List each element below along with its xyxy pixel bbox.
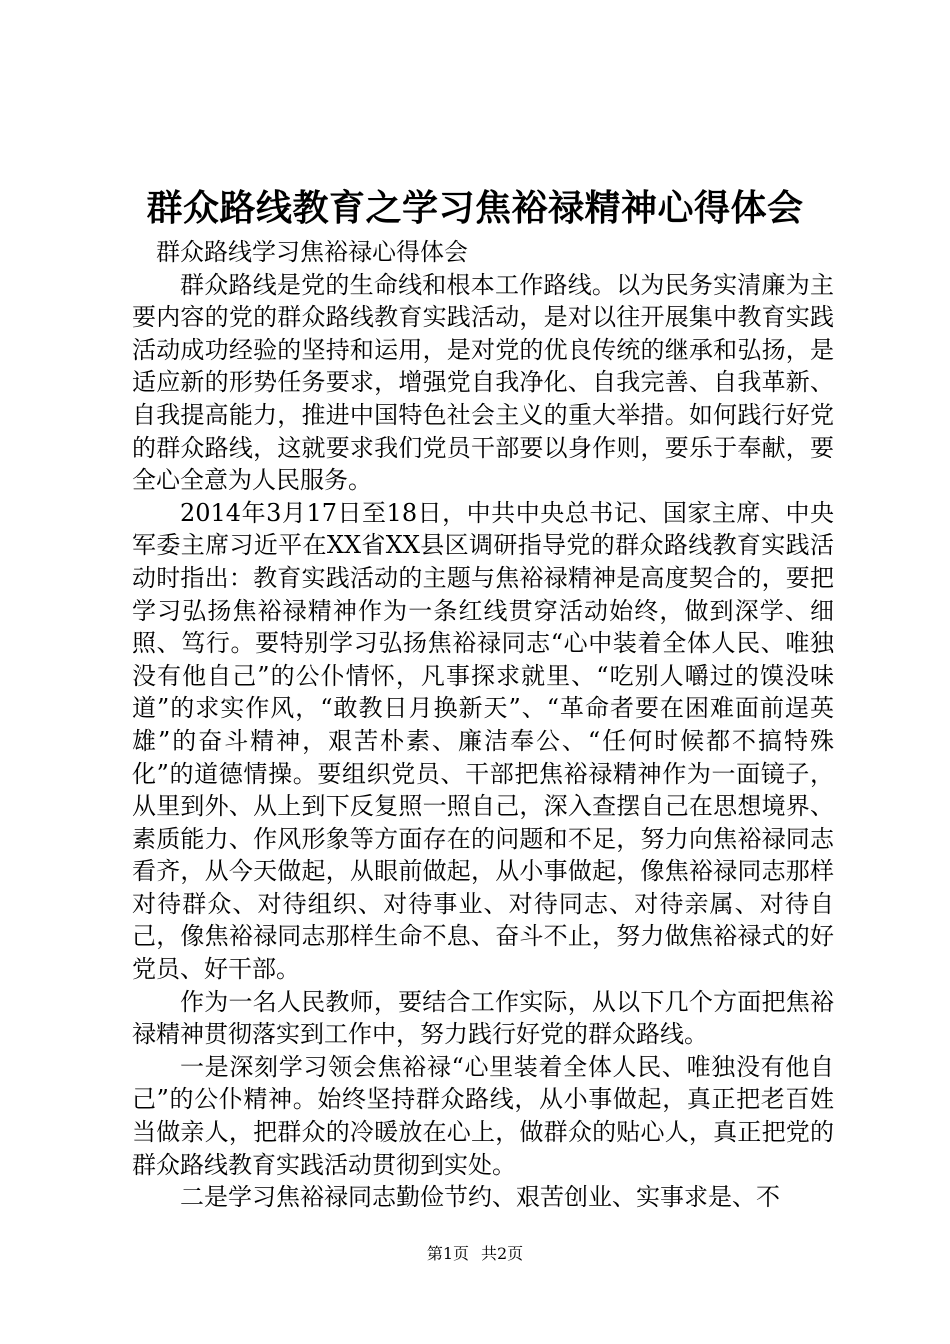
document-subtitle: 群众路线学习焦裕禄心得体会 [156, 238, 468, 266]
page-number-current: 第1页 [426, 1244, 469, 1263]
paragraph: 群众路线是党的生命线和根本工作路线。以为民务实清廉为主要内容的党的群众路线教育实践活动，是对以往开展集中教育实践活动成功经验的坚持和运用，是对党的优良传统的继承和弘扬，是适应新的形势任务要求，增强党自我净化、自我完善、自我革新、自我提高能力，推进中国特色社会主义的重大举措。如何践行好党的群众路线，这就要求我们党员干部要以身作则，要乐于奉献，要全心全意为人民服务。 [132, 270, 834, 495]
paragraph: 作为一名人民教师，要结合工作实际，从以下几个方面把焦裕禄精神贯彻落实到工作中，努力践行好党的群众路线。 [132, 987, 834, 1049]
paragraph: 2014年3月17日至18日，中共中央总书记、国家主席、中央军委主席习近平在XX省XX县区调研指导党的群众路线教育实践活动时指出：教育实践活动的主题与焦裕禄精神是高度契合的，要把学习弘扬焦裕禄精神作为一条红线贯穿活动始终，做到深学、细照、笃行。要特别学习弘扬焦裕禄同志“心中装着全体人民、唯独没有他自己”的公仆情怀，凡事探求就里、“吃别人嚼过的馍没味道”的求实作风，“敢教日月换新天”、“革命者要在困难面前逞英雄”的奋斗精神，艰苦朴素、廉洁奉公、“任何时候都不搞特殊化”的道德情操。要组织党员、干部把焦裕禄精神作为一面镜子，从里到外、从上到下反复照一照自己，深入查摆自己在思想境界、素质能力、作风形象等方面存在的问题和不足，努力向焦裕禄同志看齐，从今天做起，从眼前做起，从小事做起，像焦裕禄同志那样对待群众、对待组织、对待事业、对待同志、对待亲属、对待自己，像焦裕禄同志那样生命不息、奋斗不止，努力做焦裕禄式的好党员、好干部。 [132, 498, 834, 984]
paragraph: 二是学习焦裕禄同志勤俭节约、艰苦创业、实事求是、不 [180, 1183, 780, 1212]
document-body [132, 236, 834, 1214]
document-title: 群众路线教育之学习焦裕禄精神心得体会 [146, 187, 804, 229]
page-number-total: 共2页 [481, 1244, 524, 1263]
paragraph: 一是深刻学习领会焦裕禄“心里装着全体人民、唯独没有他自己”的公仆精神。始终坚持群众路线，从小事做起，真正把老百姓当做亲人，把群众的冷暖放在心上，做群众的贴心人，真正把党的群众路线教育实践活动贯彻到实处。 [132, 1052, 834, 1179]
page-footer [0, 1242, 950, 1266]
